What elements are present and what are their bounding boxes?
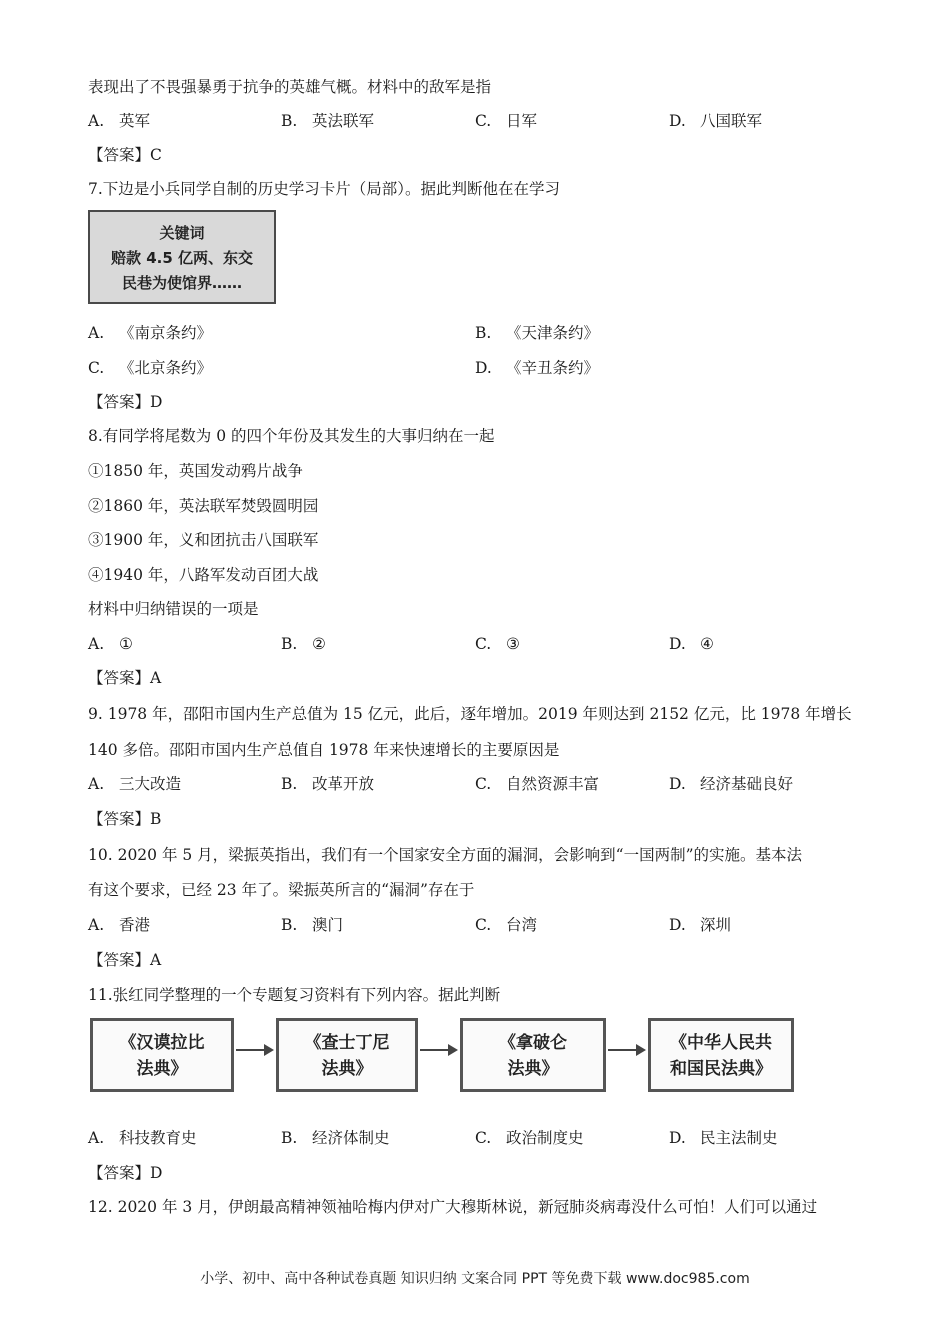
q11-flow-arrow	[608, 1049, 644, 1051]
q8-option-d: D. ④	[669, 635, 714, 653]
q10-answer: 【答案】A	[88, 951, 162, 969]
q12-stem: 12. 2020 年 3 月，伊朗最高精神领袖哈梅内伊对广大穆斯林说，新冠肺炎病毒没什么可怕！人们可以通过	[88, 1198, 818, 1216]
q11-flow-box-justinian: 《查士丁尼 法典》	[276, 1018, 418, 1092]
q9-option-c: C. 自然资源丰富	[475, 775, 599, 793]
q10-option-a: A. 香港	[88, 916, 150, 934]
q7-answer: 【答案】D	[88, 393, 163, 411]
q10-stem-line2: 有这个要求，已经 23 年了。梁振英所言的“漏洞”存在于	[88, 881, 475, 899]
q7-card-title: 关键词	[159, 224, 205, 242]
q11-flow-arrow	[420, 1049, 456, 1051]
q9-option-a: A. 三大改造	[88, 775, 181, 793]
q6-stem-continuation: 表现出了不畏强暴勇于抗争的英雄气概。材料中的敌军是指	[88, 78, 492, 96]
q8-option-b: B. ②	[281, 635, 326, 653]
q6-answer: 【答案】C	[88, 146, 162, 164]
q8-item: ③1900 年，义和团抗击八国联军	[88, 531, 319, 549]
q9-stem-line1: 9. 1978 年，邵阳市国内生产总值为 15 亿元，此后，逐年增加。2019 年则达到 2152 亿元，比 1978 年增长	[88, 705, 852, 723]
q7-option-a: A. 《南京条约》	[88, 324, 212, 342]
q6-option-a: A. 英军	[88, 112, 150, 130]
q7-option-c: C. 《北京条约》	[88, 359, 212, 377]
q10-option-b: B. 澳门	[281, 916, 343, 934]
q11-option-d: D. 民主法制史	[669, 1129, 778, 1147]
q11-option-c: C. 政治制度史	[475, 1129, 584, 1147]
q7-card-line: 民巷为使馆界……	[121, 274, 242, 292]
q10-option-d: D. 深圳	[669, 916, 731, 934]
q7-study-card	[88, 210, 276, 304]
q8-question: 材料中归纳错误的一项是	[88, 600, 259, 618]
q8-item: ①1850 年，英国发动鸦片战争	[88, 462, 303, 480]
q7-option-d: D. 《辛丑条约》	[475, 359, 599, 377]
q9-option-b: B. 改革开放	[281, 775, 374, 793]
q7-stem: 7.下边是小兵同学自制的历史学习卡片（局部）。据此判断他在在学习	[88, 180, 561, 198]
q6-option-b: B. 英法联军	[281, 112, 374, 130]
q9-answer: 【答案】B	[88, 810, 162, 828]
q6-option-c: C. 日军	[475, 112, 537, 130]
q11-flow-arrow	[236, 1049, 272, 1051]
q9-option-d: D. 经济基础良好	[669, 775, 793, 793]
q11-stem: 11.张红同学整理的一个专题复习资料有下列内容。据此判断	[88, 986, 501, 1004]
q11-option-b: B. 经济体制史	[281, 1129, 390, 1147]
q8-stem: 8.有同学将尾数为 0 的四个年份及其发生的大事归纳在一起	[88, 427, 495, 445]
q8-item: ④1940 年，八路军发动百团大战	[88, 566, 319, 584]
q11-flow-box-napoleon: 《拿破仑 法典》	[460, 1018, 606, 1092]
q6-option-d: D. 八国联军	[669, 112, 762, 130]
q10-stem-line1: 10. 2020 年 5 月，梁振英指出，我们有一个国家安全方面的漏洞，会影响到“一国两制”的实施。基本法	[88, 846, 803, 864]
q11-answer: 【答案】D	[88, 1164, 163, 1182]
q8-item: ②1860 年，英法联军焚毁圆明园	[88, 497, 319, 515]
q8-answer: 【答案】A	[88, 669, 162, 687]
q11-option-a: A. 科技教育史	[88, 1129, 197, 1147]
q10-option-c: C. 台湾	[475, 916, 537, 934]
q11-flow-box-hammurabi: 《汉谟拉比 法典》	[90, 1018, 234, 1092]
page-footer: 小学、初中、高中各种试卷真题 知识归纳 文案合同 PPT 等免费下载 www.doc985.com	[200, 1271, 750, 1287]
q9-stem-line2: 140 多倍。邵阳市国内生产总值自 1978 年来快速增长的主要原因是	[88, 741, 560, 759]
q11-flow-box-civil-code: 《中华人民共 和国民法典》	[648, 1018, 794, 1092]
q7-option-b: B. 《天津条约》	[475, 324, 599, 342]
q7-card-line: 赔款 4.5 亿两、东交	[110, 249, 254, 267]
q8-option-c: C. ③	[475, 635, 520, 653]
q8-option-a: A. ①	[88, 635, 133, 653]
